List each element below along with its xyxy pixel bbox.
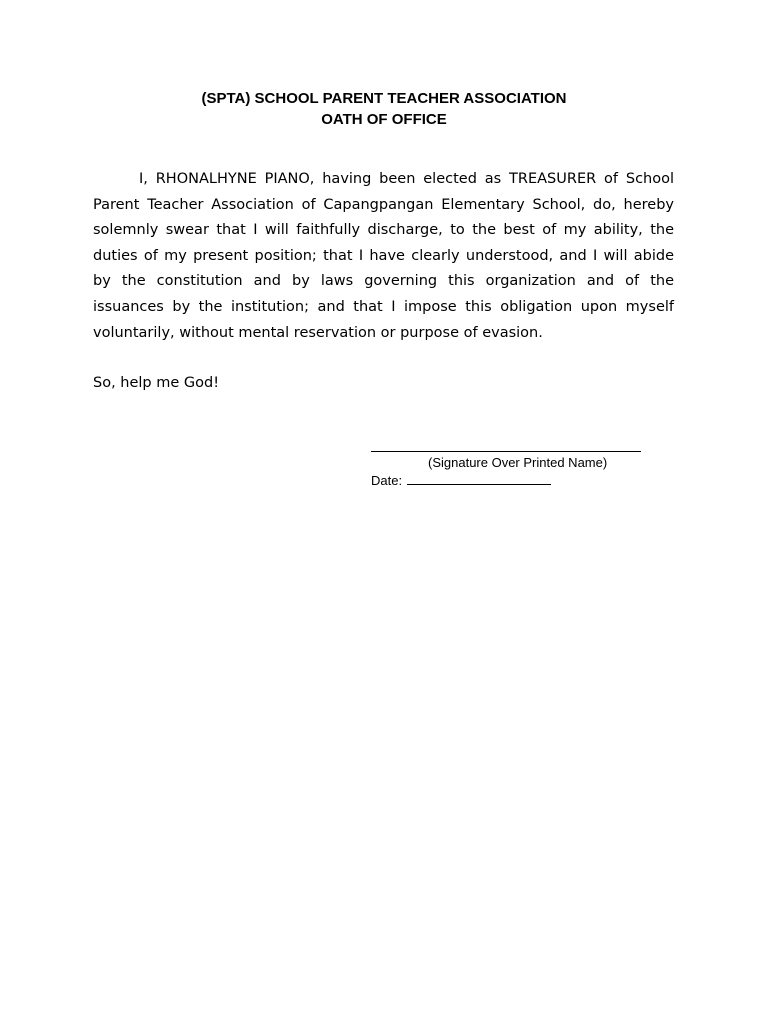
oath-paragraph: I, RHONALHYNE PIANO, having been elected as TREASURER of School Parent Teacher Association of Capangpangan Elementary School, do, hereby solemnly swear that I will faithfully discharge, to the best of my ability, the duties of my present position; that I have clearly understood, and I will abide by the constitution and by laws governing this organization and of the issuances by the institution; and that I impose this obligation upon myself voluntarily, without mental reservation or purpose of evasion. (93, 171, 674, 341)
signature-line (371, 451, 641, 452)
date-label: Date: (371, 473, 403, 488)
title-association: (SPTA) SCHOOL PARENT TEACHER ASSOCIATION (201, 90, 567, 107)
closing-line: So, help me God! (93, 375, 220, 391)
document-title (0, 88, 768, 130)
date-row (371, 472, 551, 489)
title-oath-of-office: OATH OF OFFICE (321, 111, 447, 128)
date-blank-line (407, 472, 551, 485)
signature-caption: (Signature Over Printed Name) (428, 455, 608, 470)
